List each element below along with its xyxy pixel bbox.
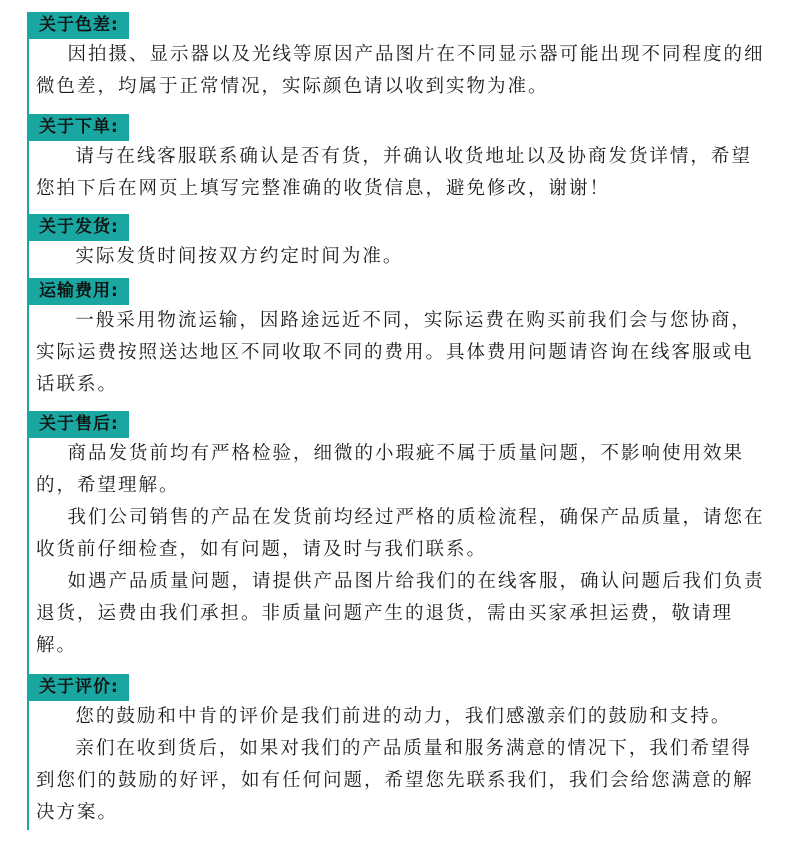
section-heading: 运输费用: bbox=[27, 278, 129, 305]
section-heading: 关于售后: bbox=[27, 411, 129, 438]
paragraph: 亲们在收到货后，如果对我们的产品质量和服务满意的情况下，我们希望得到您们的鼓励的好评，如有任何问题，希望您先联系我们，我们会给您满意的解决方案。 bbox=[36, 738, 754, 823]
paragraph: 一般采用物流运输，因路途远近不同，实际运费在购买前我们会与您协商，实际运费按照送达地区不同收取不同的费用。具体费用问题请咨询在线客服或电话联系。 bbox=[36, 310, 754, 395]
section-reviews bbox=[27, 674, 772, 829]
paragraph: 商品发货前均有严格检验，细微的小瑕疵不属于质量问题，不影响使用效果的，希望理解。 bbox=[36, 443, 745, 496]
section-heading: 关于评价: bbox=[27, 674, 129, 701]
paragraph: 您的鼓励和中肯的评价是我们前进的动力，我们感激亲们的鼓励和支持。 bbox=[36, 706, 732, 727]
section-heading: 关于下单: bbox=[27, 114, 129, 141]
section-shipping bbox=[27, 214, 772, 273]
section-color-difference bbox=[27, 12, 772, 103]
paragraph: 如遇产品质量问题，请提供产品图片给我们的在线客服，确认问题后我们负责退货，运费由我们承担。非质量问题产生的退货，需由买家承担运费，敬请理解。 bbox=[36, 571, 765, 656]
paragraph: 我们公司销售的产品在发货前均经过严格的质检流程，确保产品质量，请您在收货前仔细检查，如有问题，请及时与我们联系。 bbox=[36, 507, 765, 560]
section-heading: 关于发货: bbox=[27, 214, 129, 241]
paragraph: 请与在线客服联系确认是否有货，并确认收货地址以及协商发货详情，希望您拍下后在网页上填写完整准确的收货信息，避免修改，谢谢！ bbox=[36, 146, 752, 199]
section-ordering bbox=[27, 114, 772, 205]
paragraph: 因拍摄、显示器以及光线等原因产品图片在不同显示器可能出现不同程度的细微色差，均属于正常情况，实际颜色请以收到实物为准。 bbox=[36, 44, 765, 97]
section-freight bbox=[27, 278, 772, 401]
section-heading: 关于色差: bbox=[27, 12, 129, 39]
paragraph: 实际发货时间按双方约定时间为准。 bbox=[36, 246, 404, 267]
section-after-sales bbox=[27, 411, 772, 662]
